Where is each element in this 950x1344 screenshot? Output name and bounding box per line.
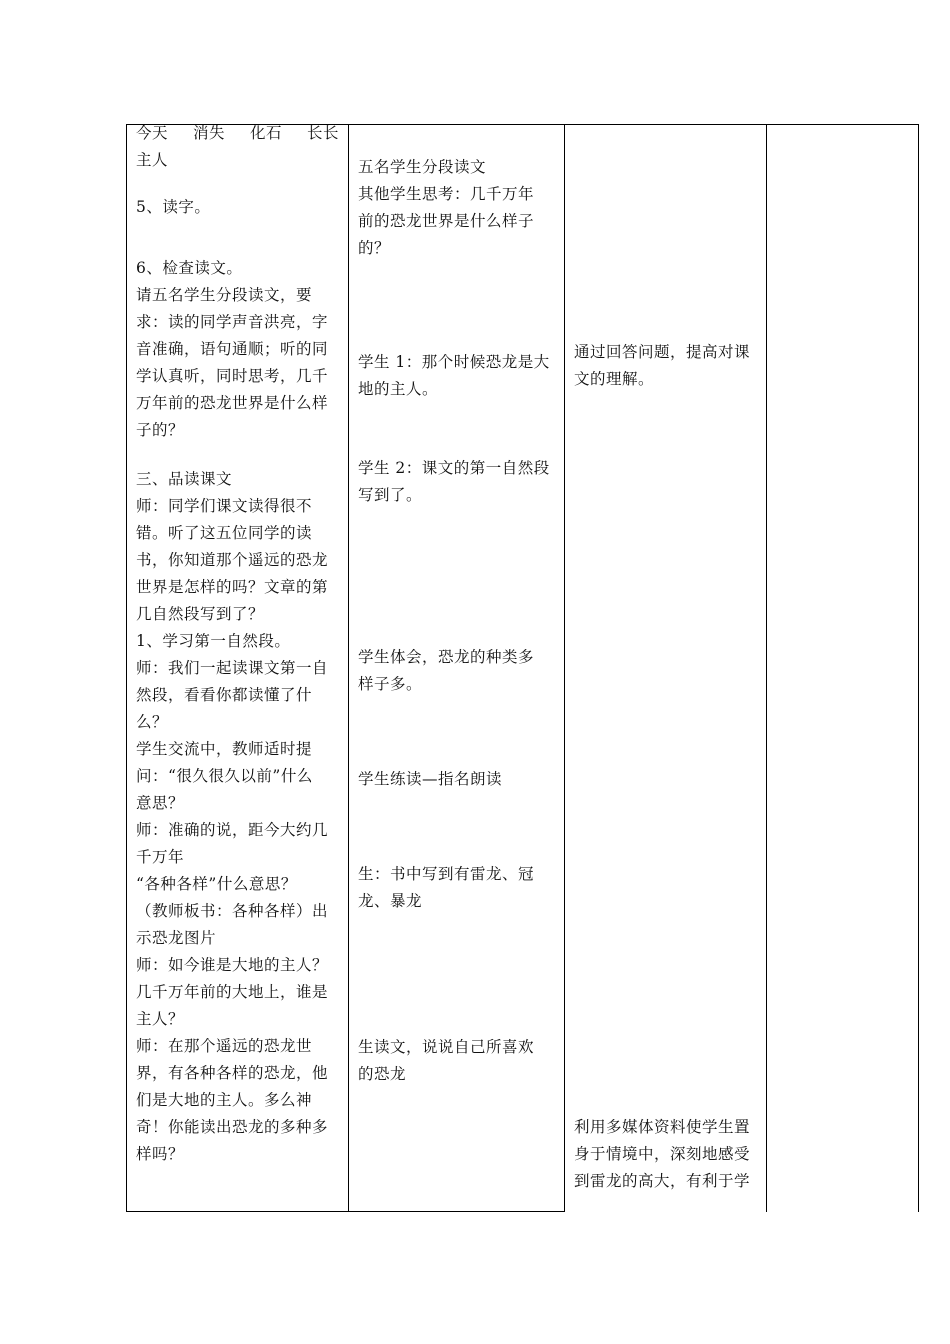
teaching-process-column: 今天 消失 化石 长长 主人 5、读字。 6、检查读文。 请五名学生分段读文，要 求：读的同学声音洪亮，字 音准确，语句通顺；听的同 学认真听，同时思考，几千 万年前的恐龙世界是什么样 子的？ 三、品读课文 师：同学们课文读得很不 错。听了这五位同学的读 书，你知道那个遥远的恐龙 世界是怎样的吗？文章的第 几自然段写到了？ 1、学习第一自然段。 师：我们一起读课文第一自 然段，看看你都读懂了什 么？ 学生交流中，教师适时提 问：“很久很久以前”什么 意思？ 师：准确的说，距今大约几 千万年 “各种各样”什么意思？ （教师板书：各种各样）出 示恐龙图片 师：如今谁是大地的主人？ 几千万年前的大地上，谁是 主人？ 师：在那个遥远的恐龙世 界，有各种各样的恐龙，他 们是大地的主人。多么神 奇！你能读出恐龙的多种多 样吗？: [136, 120, 339, 1210]
column-divider-1: [348, 124, 349, 1212]
column-divider-3: [766, 124, 767, 1212]
table-bottom-border: [126, 1211, 565, 1212]
student-activity-column: 五名学生分段读文 其他学生思考：几千万年 前的恐龙世界是什么样子 的？ 学生 1：那个时候恐龙是大 地的主人。 学生 2：课文的第一自然段 写到了。 学生体会，恐龙的种类多 样子多。 学生练读—指名朗读 生：书中写到有雷龙、冠 龙、暴龙 生读文，说说自己所喜欢 的恐龙: [358, 158, 550, 1083]
table-left-border: [126, 124, 127, 1212]
design-intent-column: 通过回答问题，提高对课 文的理解。 利用多媒体资料使学生置 身于情境中，深刻地感受 到雷龙的高大，有利于学: [574, 343, 751, 1190]
step-6-title: 6、检查读文。: [136, 259, 243, 277]
vocabulary-words-line-2: 主人: [136, 151, 169, 169]
step-5: 5、读字。: [136, 198, 211, 216]
vocabulary-words-line: 今天 消失 化石 长长: [136, 124, 339, 142]
column-divider-2: [564, 124, 565, 1212]
table-right-border: [918, 124, 919, 1212]
